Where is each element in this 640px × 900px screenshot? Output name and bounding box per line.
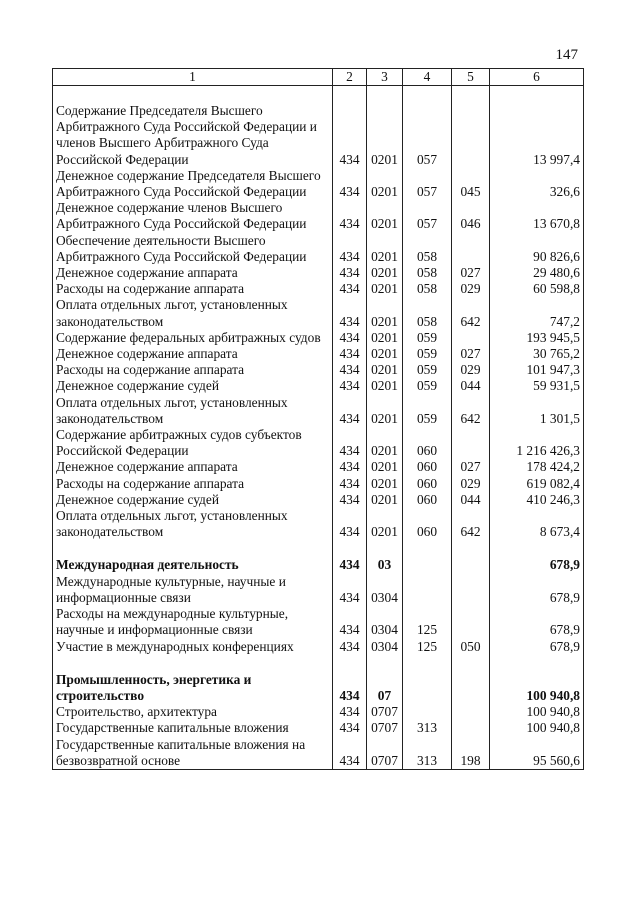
ministry-code: 434 — [333, 200, 367, 232]
table-row — [53, 265, 584, 281]
target-article-code: 057 — [403, 103, 452, 168]
expense-type-code: 044 — [452, 378, 490, 394]
amount: 60 598,8 — [490, 281, 584, 297]
header-col-4: 4 — [403, 69, 452, 86]
table-row — [53, 378, 584, 394]
section-code — [367, 655, 403, 672]
ministry-code: 434 — [333, 704, 367, 720]
expense-type-code: 027 — [452, 459, 490, 475]
ministry-code: 434 — [333, 639, 367, 655]
section-code — [367, 86, 403, 104]
table-row — [53, 281, 584, 297]
target-article-code: 059 — [403, 378, 452, 394]
table-body — [53, 86, 584, 770]
target-article-code: 060 — [403, 459, 452, 475]
amount: 678,9 — [490, 639, 584, 655]
section-code: 0201 — [367, 103, 403, 168]
table-row — [53, 362, 584, 378]
amount — [490, 655, 584, 672]
section-code: 07 — [367, 672, 403, 704]
budget-table — [52, 68, 584, 770]
table-row — [53, 720, 584, 736]
budget-item-name: Денежное содержание Председателя Высшего Арбитражного Суда Российской Федерации — [53, 168, 333, 200]
ministry-code: 434 — [333, 103, 367, 168]
table-row — [53, 233, 584, 265]
budget-item-name: Денежное содержание судей — [53, 378, 333, 394]
ministry-code: 434 — [333, 330, 367, 346]
amount: 29 480,6 — [490, 265, 584, 281]
table-row — [53, 704, 584, 720]
table-row — [53, 606, 584, 638]
section-code: 0201 — [367, 492, 403, 508]
budget-item-name: Денежное содержание членов Высшего Арбитражного Суда Российской Федерации — [53, 200, 333, 232]
table-row — [53, 459, 584, 475]
amount — [490, 540, 584, 557]
amount: 1 216 426,3 — [490, 427, 584, 459]
ministry-code: 434 — [333, 346, 367, 362]
section-row — [53, 557, 584, 573]
section-code: 0201 — [367, 168, 403, 200]
expense-type-code: 027 — [452, 346, 490, 362]
amount: 59 931,5 — [490, 378, 584, 394]
budget-item-name: Денежное содержание судей — [53, 492, 333, 508]
amount: 178 424,2 — [490, 459, 584, 475]
table-row — [53, 476, 584, 492]
target-article-code: 060 — [403, 427, 452, 459]
budget-item-name: Расходы на содержание аппарата — [53, 281, 333, 297]
header-row — [53, 69, 584, 86]
budget-item-name — [53, 655, 333, 672]
section-code: 0201 — [367, 476, 403, 492]
budget-item-name: Содержание федеральных арбитражных судов — [53, 330, 333, 346]
expense-type-code — [452, 704, 490, 720]
amount: 1 301,5 — [490, 395, 584, 427]
ministry-code: 434 — [333, 168, 367, 200]
budget-item-name: Участие в международных конференциях — [53, 639, 333, 655]
target-article-code: 057 — [403, 168, 452, 200]
spacer-row — [53, 540, 584, 557]
amount: 101 947,3 — [490, 362, 584, 378]
table-row — [53, 297, 584, 329]
amount: 747,2 — [490, 297, 584, 329]
target-article-code: 313 — [403, 720, 452, 736]
expense-type-code: 029 — [452, 476, 490, 492]
ministry-code: 434 — [333, 362, 367, 378]
target-article-code: 060 — [403, 492, 452, 508]
amount: 193 945,5 — [490, 330, 584, 346]
expense-type-code — [452, 606, 490, 638]
target-article-code: 057 — [403, 200, 452, 232]
target-article-code: 058 — [403, 265, 452, 281]
ministry-code: 434 — [333, 720, 367, 736]
table-row — [53, 737, 584, 770]
amount: 619 082,4 — [490, 476, 584, 492]
target-article-code: 060 — [403, 508, 452, 540]
spacer-row — [53, 86, 584, 104]
header-col-5: 5 — [452, 69, 490, 86]
ministry-code: 434 — [333, 395, 367, 427]
amount: 90 826,6 — [490, 233, 584, 265]
expense-type-code: 029 — [452, 281, 490, 297]
ministry-code — [333, 655, 367, 672]
section-code: 0201 — [367, 297, 403, 329]
amount: 100 940,8 — [490, 704, 584, 720]
expense-type-code: 642 — [452, 395, 490, 427]
header-col-2: 2 — [333, 69, 367, 86]
budget-item-name: Международная деятельность — [53, 557, 333, 573]
target-article-code: 125 — [403, 606, 452, 638]
ministry-code — [333, 86, 367, 104]
expense-type-code — [452, 540, 490, 557]
ministry-code: 434 — [333, 737, 367, 770]
section-code: 0201 — [367, 265, 403, 281]
target-article-code: 059 — [403, 346, 452, 362]
expense-type-code: 198 — [452, 737, 490, 770]
section-code: 0707 — [367, 737, 403, 770]
budget-item-name: Оплата отдельных льгот, установленных законодательством — [53, 395, 333, 427]
amount: 678,9 — [490, 574, 584, 606]
expense-type-code: 642 — [452, 297, 490, 329]
expense-type-code: 029 — [452, 362, 490, 378]
expense-type-code: 050 — [452, 639, 490, 655]
expense-type-code — [452, 86, 490, 104]
budget-item-name: Денежное содержание аппарата — [53, 459, 333, 475]
expense-type-code — [452, 672, 490, 704]
spacer-row — [53, 655, 584, 672]
table-row — [53, 168, 584, 200]
target-article-code: 058 — [403, 297, 452, 329]
target-article-code — [403, 655, 452, 672]
table-row — [53, 492, 584, 508]
target-article-code — [403, 540, 452, 557]
amount: 100 940,8 — [490, 720, 584, 736]
amount: 678,9 — [490, 557, 584, 573]
target-article-code: 313 — [403, 737, 452, 770]
expense-type-code — [452, 574, 490, 606]
expense-type-code: 045 — [452, 168, 490, 200]
target-article-code — [403, 672, 452, 704]
section-code: 0304 — [367, 639, 403, 655]
section-code: 0304 — [367, 574, 403, 606]
budget-item-name: Обеспечение деятельности Высшего Арбитражного Суда Российской Федерации — [53, 233, 333, 265]
ministry-code: 434 — [333, 265, 367, 281]
amount: 410 246,3 — [490, 492, 584, 508]
ministry-code: 434 — [333, 281, 367, 297]
section-code: 0201 — [367, 346, 403, 362]
budget-item-name: Содержание Председателя Высшего Арбитражного Суда Российской Федерации и членов Высшего Арбитражного Суда Российской Федерации — [53, 103, 333, 168]
budget-item-name: Денежное содержание аппарата — [53, 346, 333, 362]
ministry-code: 434 — [333, 557, 367, 573]
section-code — [367, 540, 403, 557]
budget-item-name: Денежное содержание аппарата — [53, 265, 333, 281]
budget-item-name — [53, 86, 333, 104]
section-code: 0201 — [367, 281, 403, 297]
section-code: 0201 — [367, 200, 403, 232]
header-col-3: 3 — [367, 69, 403, 86]
ministry-code: 434 — [333, 508, 367, 540]
expense-type-code — [452, 720, 490, 736]
budget-item-name: Международные культурные, научные и информационные связи — [53, 574, 333, 606]
target-article-code: 125 — [403, 639, 452, 655]
section-code: 0201 — [367, 378, 403, 394]
expense-type-code — [452, 655, 490, 672]
section-row — [53, 672, 584, 704]
target-article-code — [403, 557, 452, 573]
table-row — [53, 427, 584, 459]
page-number: 147 — [555, 47, 578, 63]
target-article-code — [403, 86, 452, 104]
table-row — [53, 103, 584, 168]
amount — [490, 86, 584, 104]
expense-type-code — [452, 233, 490, 265]
expense-type-code: 642 — [452, 508, 490, 540]
expense-type-code: 046 — [452, 200, 490, 232]
amount: 30 765,2 — [490, 346, 584, 362]
header-col-6: 6 — [490, 69, 584, 86]
ministry-code — [333, 540, 367, 557]
amount: 8 673,4 — [490, 508, 584, 540]
budget-item-name: Расходы на содержание аппарата — [53, 476, 333, 492]
section-code: 0304 — [367, 606, 403, 638]
amount: 678,9 — [490, 606, 584, 638]
target-article-code: 058 — [403, 281, 452, 297]
expense-type-code: 027 — [452, 265, 490, 281]
section-code: 03 — [367, 557, 403, 573]
table-row — [53, 200, 584, 232]
budget-item-name: Строительство, архитектура — [53, 704, 333, 720]
target-article-code — [403, 574, 452, 606]
section-code: 0201 — [367, 395, 403, 427]
ministry-code: 434 — [333, 378, 367, 394]
table-row — [53, 574, 584, 606]
amount: 95 560,6 — [490, 737, 584, 770]
expense-type-code: 044 — [452, 492, 490, 508]
target-article-code: 059 — [403, 330, 452, 346]
amount: 326,6 — [490, 168, 584, 200]
budget-item-name: Оплата отдельных льгот, установленных законодательством — [53, 297, 333, 329]
ministry-code: 434 — [333, 297, 367, 329]
section-code: 0201 — [367, 508, 403, 540]
target-article-code — [403, 704, 452, 720]
budget-item-name — [53, 540, 333, 557]
expense-type-code — [452, 103, 490, 168]
budget-item-name: Расходы на международные культурные, научные и информационные связи — [53, 606, 333, 638]
ministry-code: 434 — [333, 427, 367, 459]
ministry-code: 434 — [333, 574, 367, 606]
budget-item-name: Промышленность, энергетика и строительство — [53, 672, 333, 704]
section-code: 0201 — [367, 362, 403, 378]
amount: 13 670,8 — [490, 200, 584, 232]
amount: 100 940,8 — [490, 672, 584, 704]
header-col-1: 1 — [53, 69, 333, 86]
section-code: 0201 — [367, 427, 403, 459]
ministry-code: 434 — [333, 672, 367, 704]
table-row — [53, 395, 584, 427]
table-row — [53, 346, 584, 362]
target-article-code: 060 — [403, 476, 452, 492]
target-article-code: 058 — [403, 233, 452, 265]
section-code: 0201 — [367, 233, 403, 265]
table-row — [53, 330, 584, 346]
budget-item-name: Государственные капитальные вложения на безвозвратной основе — [53, 737, 333, 770]
expense-type-code — [452, 427, 490, 459]
budget-item-name: Государственные капитальные вложения — [53, 720, 333, 736]
expense-type-code — [452, 557, 490, 573]
expense-type-code — [452, 330, 490, 346]
budget-item-name: Оплата отдельных льгот, установленных законодательством — [53, 508, 333, 540]
ministry-code: 434 — [333, 233, 367, 265]
ministry-code: 434 — [333, 606, 367, 638]
table-row — [53, 639, 584, 655]
ministry-code: 434 — [333, 476, 367, 492]
section-code: 0707 — [367, 704, 403, 720]
ministry-code: 434 — [333, 492, 367, 508]
table-row — [53, 508, 584, 540]
amount: 13 997,4 — [490, 103, 584, 168]
target-article-code: 059 — [403, 395, 452, 427]
ministry-code: 434 — [333, 459, 367, 475]
section-code: 0201 — [367, 330, 403, 346]
budget-item-name: Содержание арбитражных судов субъектов Российской Федерации — [53, 427, 333, 459]
target-article-code: 059 — [403, 362, 452, 378]
section-code: 0707 — [367, 720, 403, 736]
budget-item-name: Расходы на содержание аппарата — [53, 362, 333, 378]
section-code: 0201 — [367, 459, 403, 475]
